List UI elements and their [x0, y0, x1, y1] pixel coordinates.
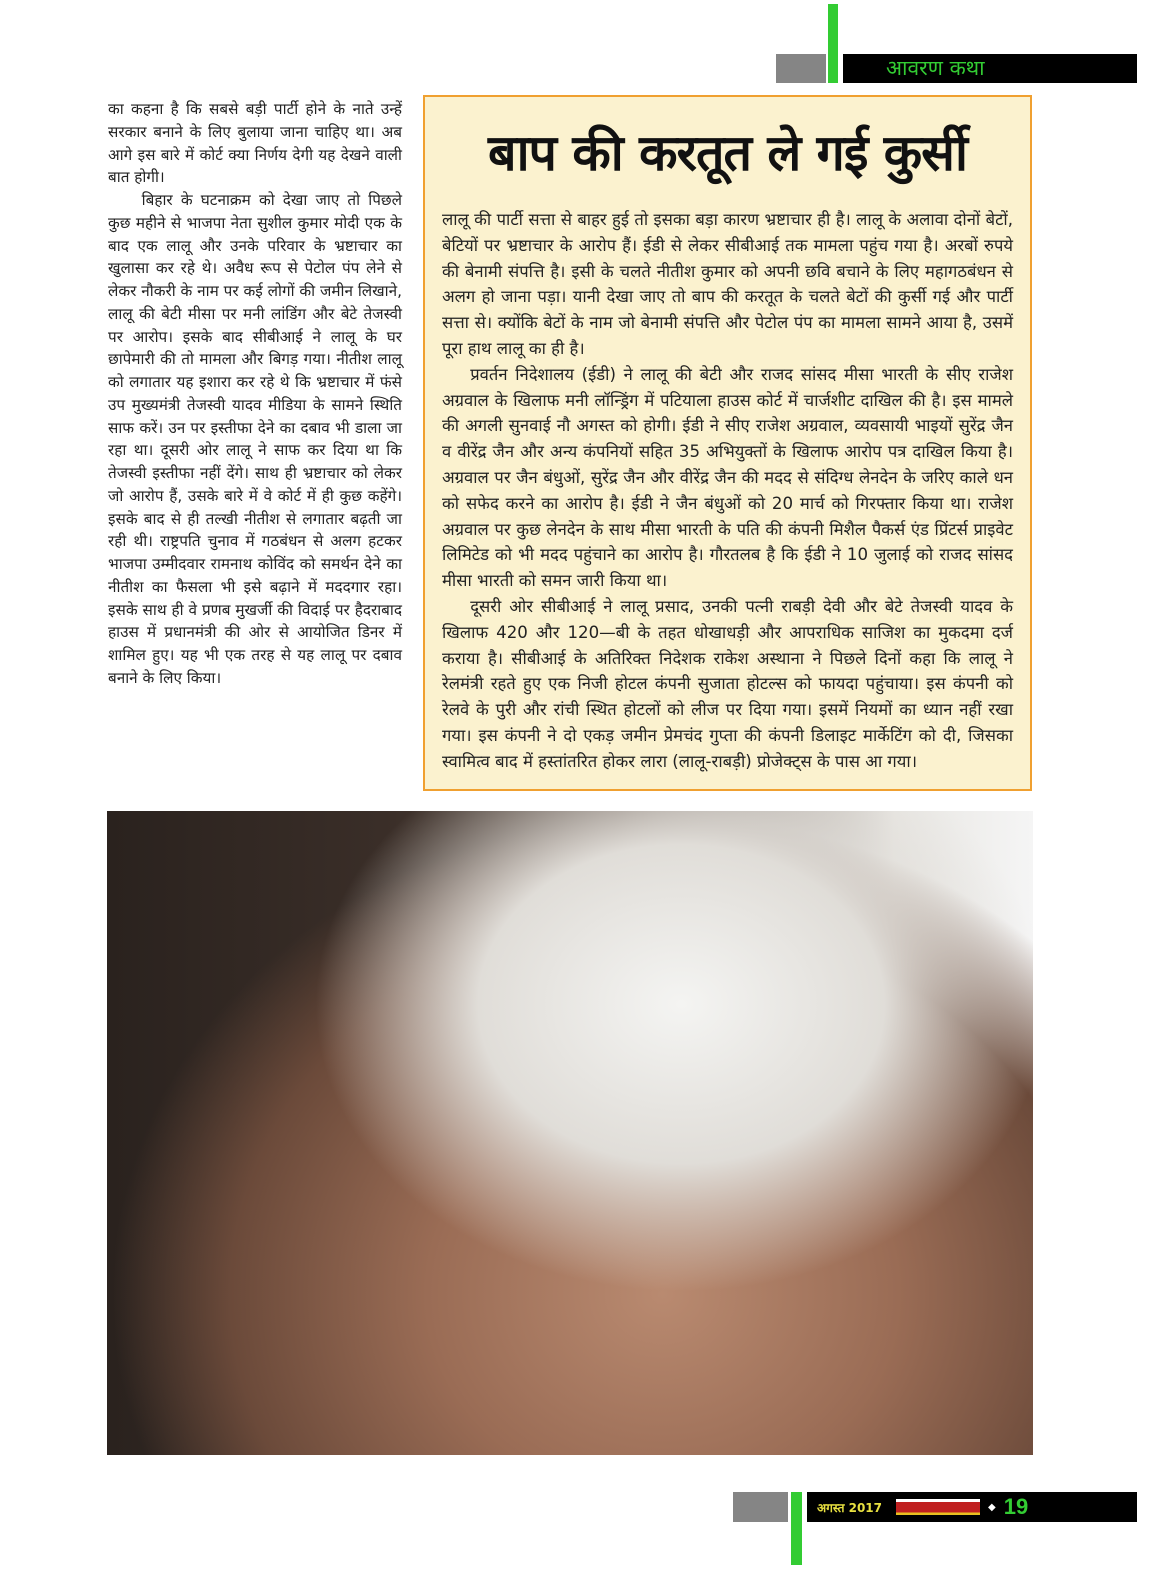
- box-body: [442, 207, 1013, 775]
- header-gray-block: [776, 54, 826, 83]
- footer-gray-block: [733, 1492, 788, 1522]
- section-label: आवरण कथा: [843, 54, 1137, 83]
- paragraph: का कहना है कि सबसे बड़ी पार्टी होने के नाते उन्हें सरकार बनाने के लिए बुलाया जाना चाहिए था। अब आगे इस बारे में कोर्ट क्या निर्णय देगी यह देखने वाली बात होगी।: [108, 100, 402, 187]
- footer-bar: [807, 1492, 1137, 1522]
- magazine-logo: [896, 1499, 980, 1515]
- sidebar-box: [423, 95, 1032, 791]
- paragraph: दूसरी ओर सीबीआई ने लालू प्रसाद, उनकी पत्नी राबड़ी देवी और बेटे तेजस्वी यादव के खिलाफ 420 और 120—बी के तहत धोखाधड़ी और आपराधिक साजिश का मुकदमा दर्ज कराया है। सीबीआई के अतिरिक्त निदेशक राकेश अस्थाना ने पिछले दिनों कहा कि लालू ने रेलमंत्री रहते हुए एक निजी होटल कंपनी सुजाता होटल्स को फायदा पहुंचाया। इस कंपनी को रेलवे के पुरी और रांची स्थित होटलों को लीज पर दिया गया। इसमें नियमों का ध्यान नहीं रखा गया। इस कंपनी ने दो एकड़ जमीन प्रेमचंद गुप्ता की कंपनी डिलाइट मार्केटिंग को दी, जिसका स्वामित्व बाद में हस्तांतरित होकर लारा (लालू-राबड़ी) प्रोजेक्ट्स के पास आ गया।: [442, 596, 1013, 771]
- header-green-bar: [828, 4, 838, 83]
- paragraph: लालू की पार्टी सत्ता से बाहर हुई तो इसका बड़ा कारण भ्रष्टाचार ही है। लालू के अलावा दोनों बेटों, बेटियों पर भ्रष्टाचार के आरोप हैं। ईडी से लेकर सीबीआई तक मामला पहुंच गया है। अरबों रुपये की बेनामी संपत्ति है। इसी के चलते नीतीश कुमार को अपनी छवि बचाने के लिए महागठबंधन से अलग हो जाना पड़ा। यानी देखा जाए तो बाप की करतूत के चलते बेटों की कुर्सी गई और पार्टी सत्ता से। क्योंकि बेटों के नाम जो बेनामी संपत्ति और पेटोल पंप का मामला सामने आया है, उसमें पूरा हाथ लालू का ही है।: [442, 210, 1013, 358]
- footer-green-bar: [791, 1492, 802, 1565]
- left-column-text: [108, 98, 402, 690]
- issue-date: अगस्त 2017: [817, 1500, 883, 1515]
- article-photo: [107, 811, 1033, 1455]
- box-title: बाप की करतूत ले गई कुर्सी: [488, 124, 967, 182]
- paragraph: प्रवर्तन निदेशालय (ईडी) ने लालू की बेटी और राजद सांसद मीसा भारती के सीए राजेश अग्रवाल के खिलाफ मनी लॉन्ड्रिंग में पटियाला हाउस कोर्ट में चार्जशीट दाखिल की है। इस मामले की अगली सुनवाई नौ अगस्त को होगी। ईडी ने सीए राजेश अग्रवाल, व्यवसायी भाइयों सुरेंद्र जैन व वीरेंद्र जैन और अन्य कंपनियों सहित 35 अभियुक्तों के खिलाफ आरोप पत्र दाखिल किया है। अग्रवाल पर जैन बंधुओं, सुरेंद्र जैन और वीरेंद्र जैन की मदद से संदिग्ध लेनदेन के जरिए काले धन को सफेद करने का आरोप है। ईडी ने जैन बंधुओं को 20 मार्च को गिरफ्तार किया था। राजेश अग्रवाल पर कुछ लेनदेन के साथ मीसा भारती के पति की कंपनी मिशैल पैकर्स एंड प्रिंटर्स प्राइवेट लिमिटेड को भी मदद पहुंचाने का आरोप है। गौरतलब है कि ईडी ने 10 जुलाई को राजद सांसद मीसा भारती को समन जारी किया था।: [442, 364, 1013, 591]
- paragraph: बिहार के घटनाक्रम को देखा जाए तो पिछले कुछ महीने से भाजपा नेता सुशील कुमार मोदी एक के बाद एक लालू और उनके परिवार के भ्रष्टाचार का खुलासा कर रहे थे। अवैध रूप से पेटोल पंप लेने से लेकर नौकरी के नाम पर कई लोगों की जमीन लिखाने, लालू की बेटी मीसा पर मनी लांडिंग और बेटे तेजस्वी पर आरोप। इसके बाद सीबीआई ने लालू के घर छापेमारी की तो मामला और बिगड़ गया। नीतीश लालू को लगातार यह इशारा कर रहे थे कि भ्रष्टाचार में फंसे उप मुख्यमंत्री तेजस्वी यादव मीडिया के सामने स्थिति साफ करें। उन पर इस्तीफा देने का दबाव भी डाला जा रहा था। दूसरी ओर लालू ने साफ कर दिया था कि तेजस्वी इस्तीफा नहीं देंगे। साथ ही भ्रष्टाचार को लेकर जो आरोप हैं, उसके बारे में वे कोर्ट में ही कुछ कहेंगे। इसके बाद से ही तल्खी नीतीश से लगातार बढ़ती जा रही थी। राष्ट्रपति चुनाव में गठबंधन से अलग हटकर भाजपा उम्मीदवार रामनाथ कोविंद को समर्थन देने का नीतीश का फैसला भी इसे बढ़ाने में मददगार रहा। इसके साथ ही वे प्रणब मुखर्जी की विदाई पर हैदराबाद हाउस में प्रधानमंत्री की ओर से आयोजित डिनर में शामिल हुए। यह भी एक तरह से यह लालू पर दबाव बनाने के लिए किया।: [108, 191, 402, 687]
- page-number: 19: [1003, 1494, 1029, 1519]
- diamond-icon: ◆: [988, 1501, 996, 1513]
